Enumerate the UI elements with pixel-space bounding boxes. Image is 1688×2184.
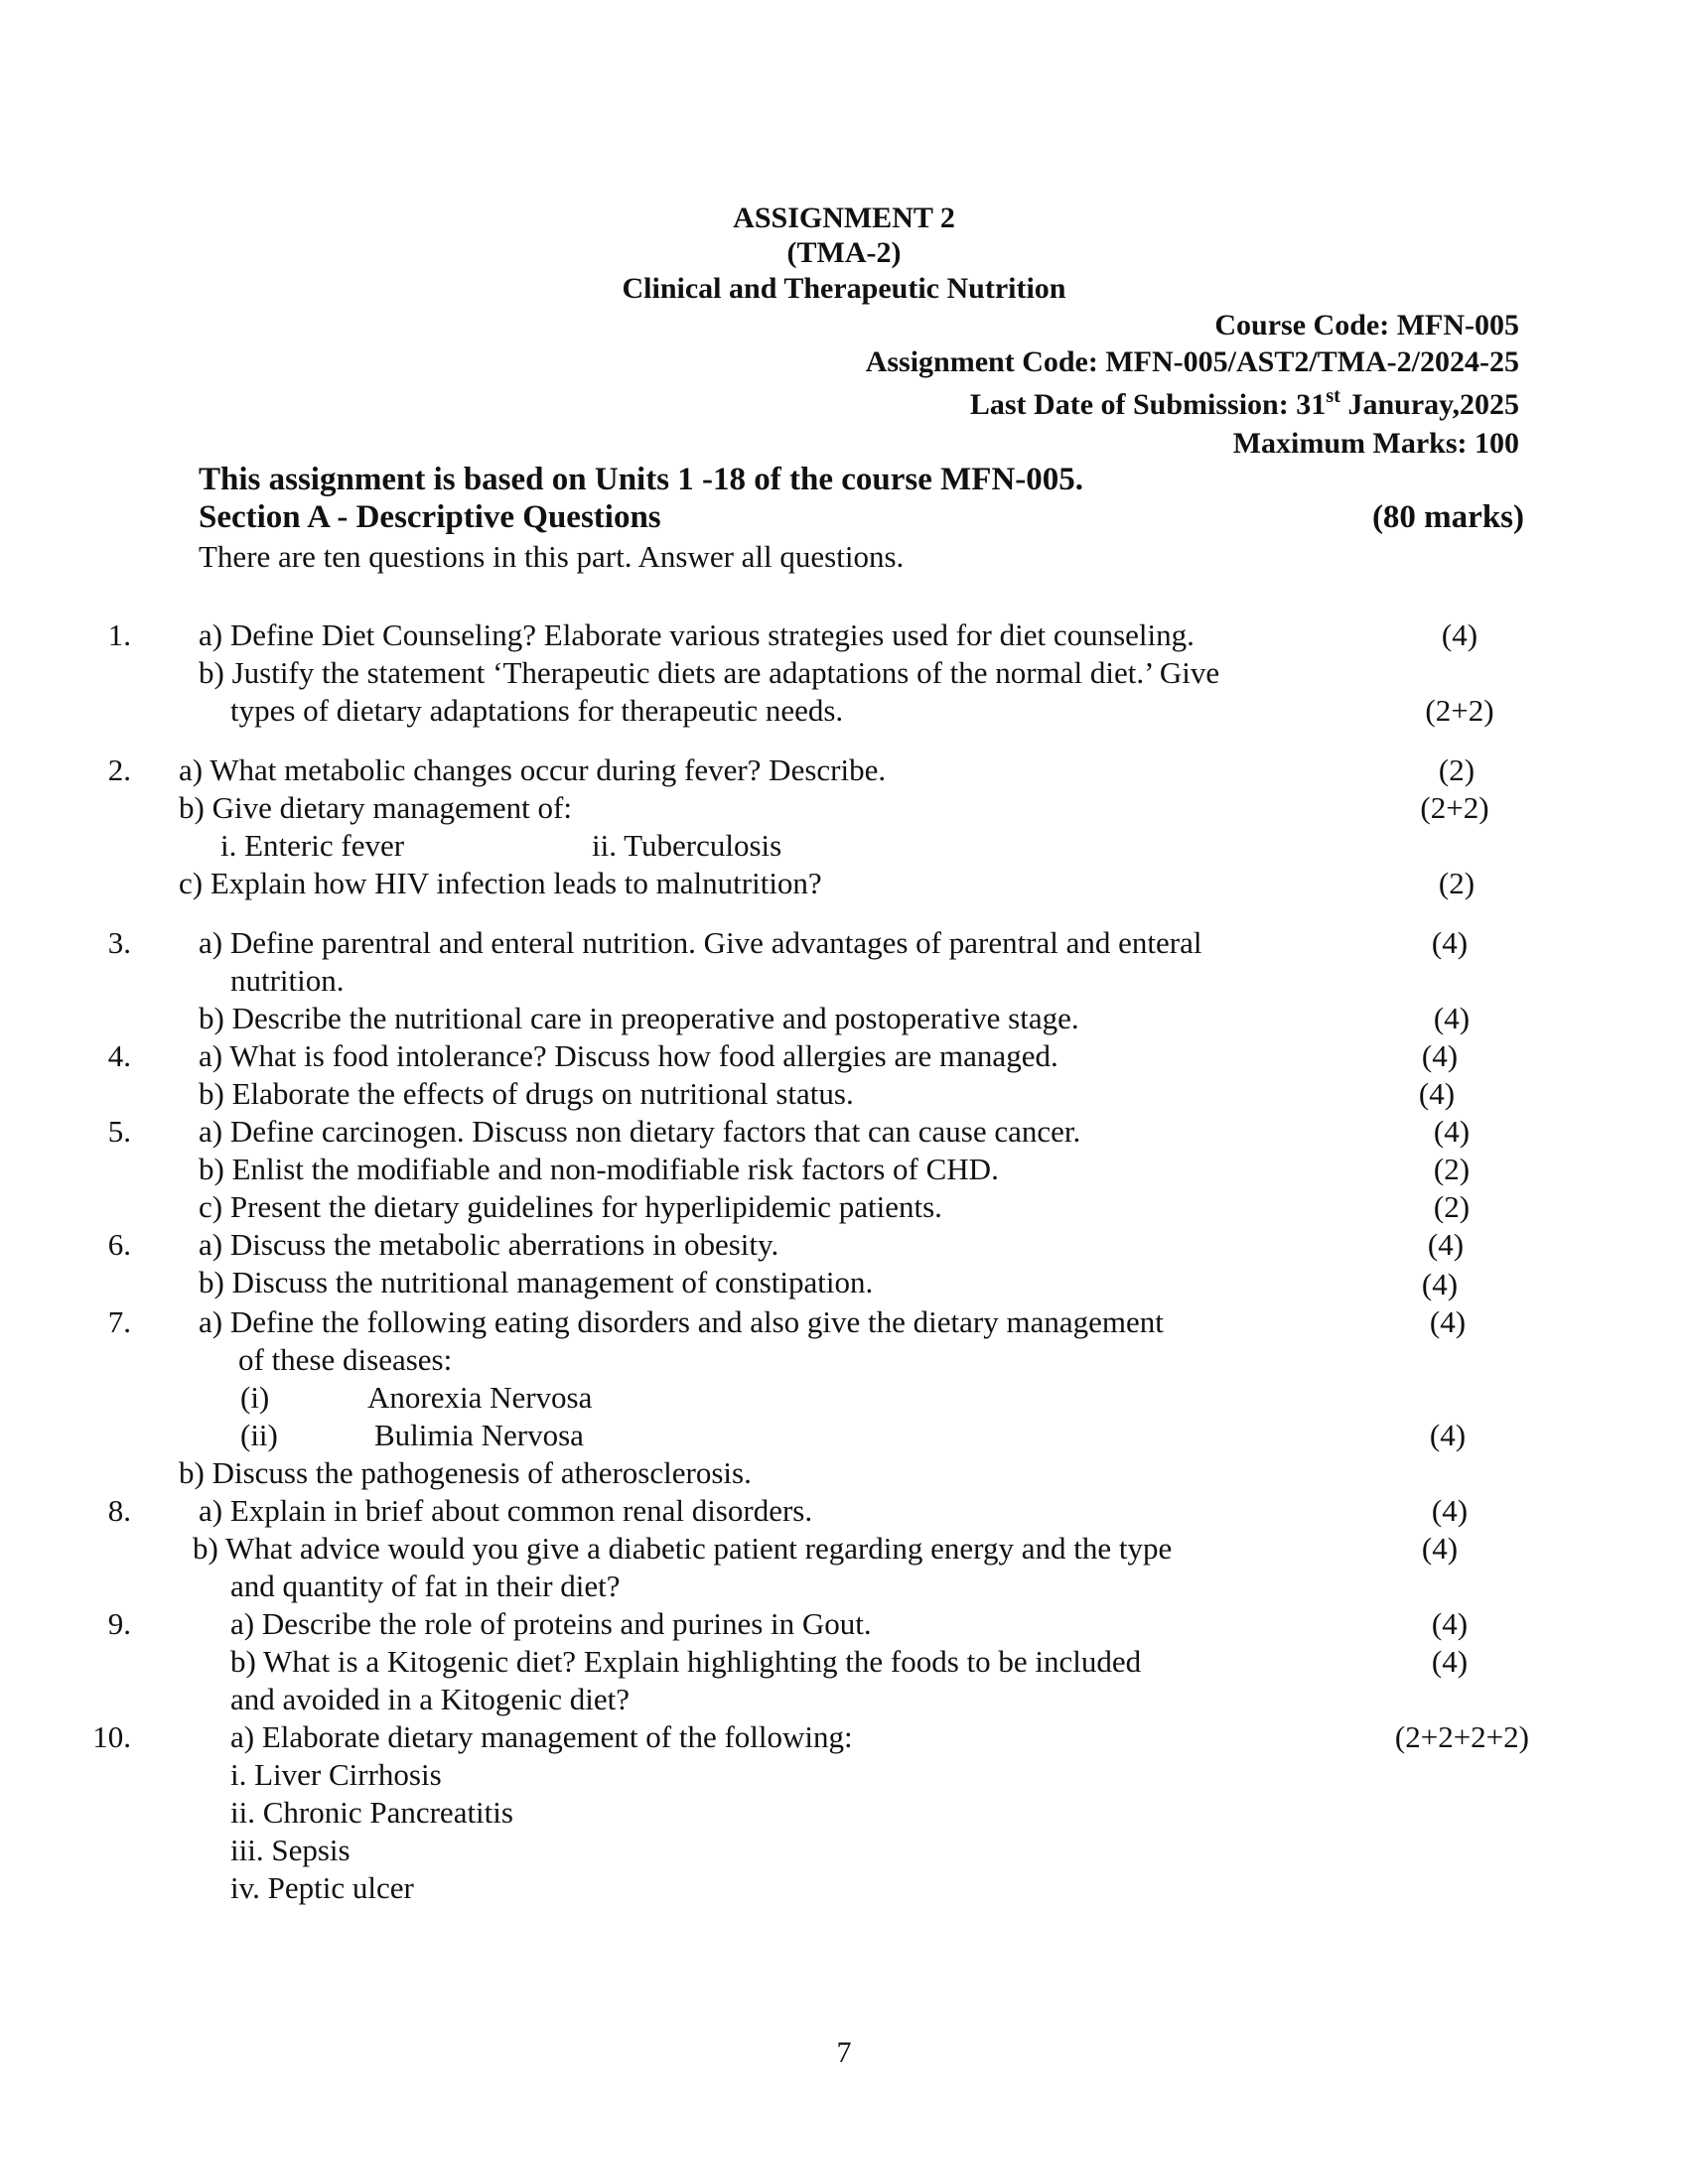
question-text: b) What is a Kitogenic diet? Explain highlighting the foods to be included [230,1644,1142,1679]
question-number: 8. [107,1493,131,1528]
question-text: a) What is food intolerance? Discuss how food allergies are managed. [199,1038,1058,1073]
question-number: 5. [107,1114,131,1149]
question-subitem: i. Enteric fever [220,828,405,863]
list-item: i. Liver Cirrhosis [230,1757,442,1792]
question-number: 2. [107,752,131,787]
question-marks: (4) [1433,1001,1471,1035]
question-text: and avoided in a Kitogenic diet? [230,1682,631,1716]
question-text: a) Elaborate dietary management of the following: [230,1719,853,1754]
question-text: b) Give dietary management of: [179,790,572,825]
question-text: nutrition. [230,963,345,998]
question-marks: (4) [1431,1493,1469,1528]
list-item: Anorexia Nervosa [367,1380,593,1415]
question-text: c) Present the dietary guidelines for hyperlipidemic patients. [199,1189,942,1224]
question-text: a) Define the following eating disorders and also give the dietary management [199,1304,1164,1339]
question-marks: (4) [1429,1418,1467,1452]
question-number: 4. [107,1038,131,1073]
question-subitem: ii. Tuberculosis [592,828,782,863]
list-item: iii. Sepsis [230,1833,351,1867]
question-text: and quantity of fat in their diet? [230,1569,621,1603]
question-text: b) Discuss the nutritional management of constipation. [199,1265,874,1299]
question-marks: (2+2) [1425,693,1494,728]
section-marks: (80 marks) [1371,499,1524,535]
tma-label: (TMA-2) [786,236,902,269]
section-instruction: There are ten questions in this part. Answer all questions. [199,539,905,574]
question-marks: (4) [1431,1644,1469,1679]
question-marks: (4) [1429,1304,1467,1339]
question-number: 3. [107,925,131,960]
question-text: a) What metabolic changes occur during fever? Describe. [179,752,887,787]
question-text: a) Explain in brief about common renal disorders. [199,1493,813,1528]
question-text: a) Define parentral and enteral nutrition. Give advantages of parentral and enteral [199,925,1202,960]
question-text: a) Define Diet Counseling? Elaborate various strategies used for diet counseling. [199,617,1195,652]
list-item: Bulimia Nervosa [374,1418,584,1452]
assignment-title: ASSIGNMENT 2 [733,202,955,234]
question-text: a) Discuss the metabolic aberrations in obesity. [199,1227,779,1262]
question-number: 6. [107,1227,131,1262]
question-text: b) Elaborate the effects of drugs on nutritional status. [199,1076,854,1111]
question-marks: (2) [1433,1189,1471,1224]
list-item: iv. Peptic ulcer [230,1870,414,1905]
question-text: a) Define carcinogen. Discuss non dietary factors that can cause cancer. [199,1114,1081,1149]
assignment-basis: This assignment is based on Units 1 -18 of the course MFN-005. [199,462,1084,497]
list-item: ii. Chronic Pancreatitis [230,1795,513,1830]
question-text: a) Describe the role of proteins and purines in Gout. [230,1606,872,1641]
question-marks: (4) [1433,1114,1471,1149]
question-marks: (4) [1421,1531,1459,1566]
question-number: 1. [107,617,131,652]
question-marks: (4) [1431,1606,1469,1641]
maximum-marks: Maximum Marks: 100 [1232,427,1519,460]
assignment-code: Assignment Code: MFN-005/AST2/TMA-2/2024-25 [865,345,1519,378]
section-title: Section A - Descriptive Questions [199,499,661,535]
question-text: b) Describe the nutritional care in preoperative and postoperative stage. [199,1001,1079,1035]
question-marks: (4) [1431,925,1469,960]
question-marks: (4) [1418,1076,1456,1111]
question-number: 10. [92,1719,131,1754]
question-marks: (2) [1438,752,1476,787]
question-number: 9. [107,1606,131,1641]
question-marks: (4) [1421,1038,1459,1073]
question-text: b) Enlist the modifiable and non-modifiable risk factors of CHD. [199,1152,999,1186]
question-text: b) What advice would you give a diabetic patient regarding energy and the type [193,1531,1173,1566]
question-marks: (2) [1433,1152,1471,1186]
last-date-of-submission: Last Date of Submission: 31st Januray,2025 [969,384,1519,421]
question-marks: (4) [1427,1227,1465,1262]
question-text: types of dietary adaptations for therapeutic needs. [230,693,844,728]
list-item-number: (i) [240,1380,270,1415]
question-marks: (2) [1438,866,1476,900]
question-number: 7. [107,1304,131,1339]
course-name: Clinical and Therapeutic Nutrition [622,272,1066,305]
question-text: of these diseases: [238,1342,453,1377]
page-number: 7 [836,2036,852,2069]
question-text: c) Explain how HIV infection leads to malnutrition? [179,866,822,900]
question-text: b) Discuss the pathogenesis of atherosclerosis. [179,1455,752,1490]
course-code: Course Code: MFN-005 [1214,309,1519,341]
question-marks: (2+2) [1420,790,1489,825]
question-marks: (4) [1441,617,1478,652]
question-text: b) Justify the statement ‘Therapeutic diets are adaptations of the normal diet.’ Give [199,655,1220,690]
question-marks: (2+2+2+2) [1394,1719,1529,1754]
question-marks: (4) [1421,1267,1459,1301]
list-item-number: (ii) [240,1418,278,1452]
